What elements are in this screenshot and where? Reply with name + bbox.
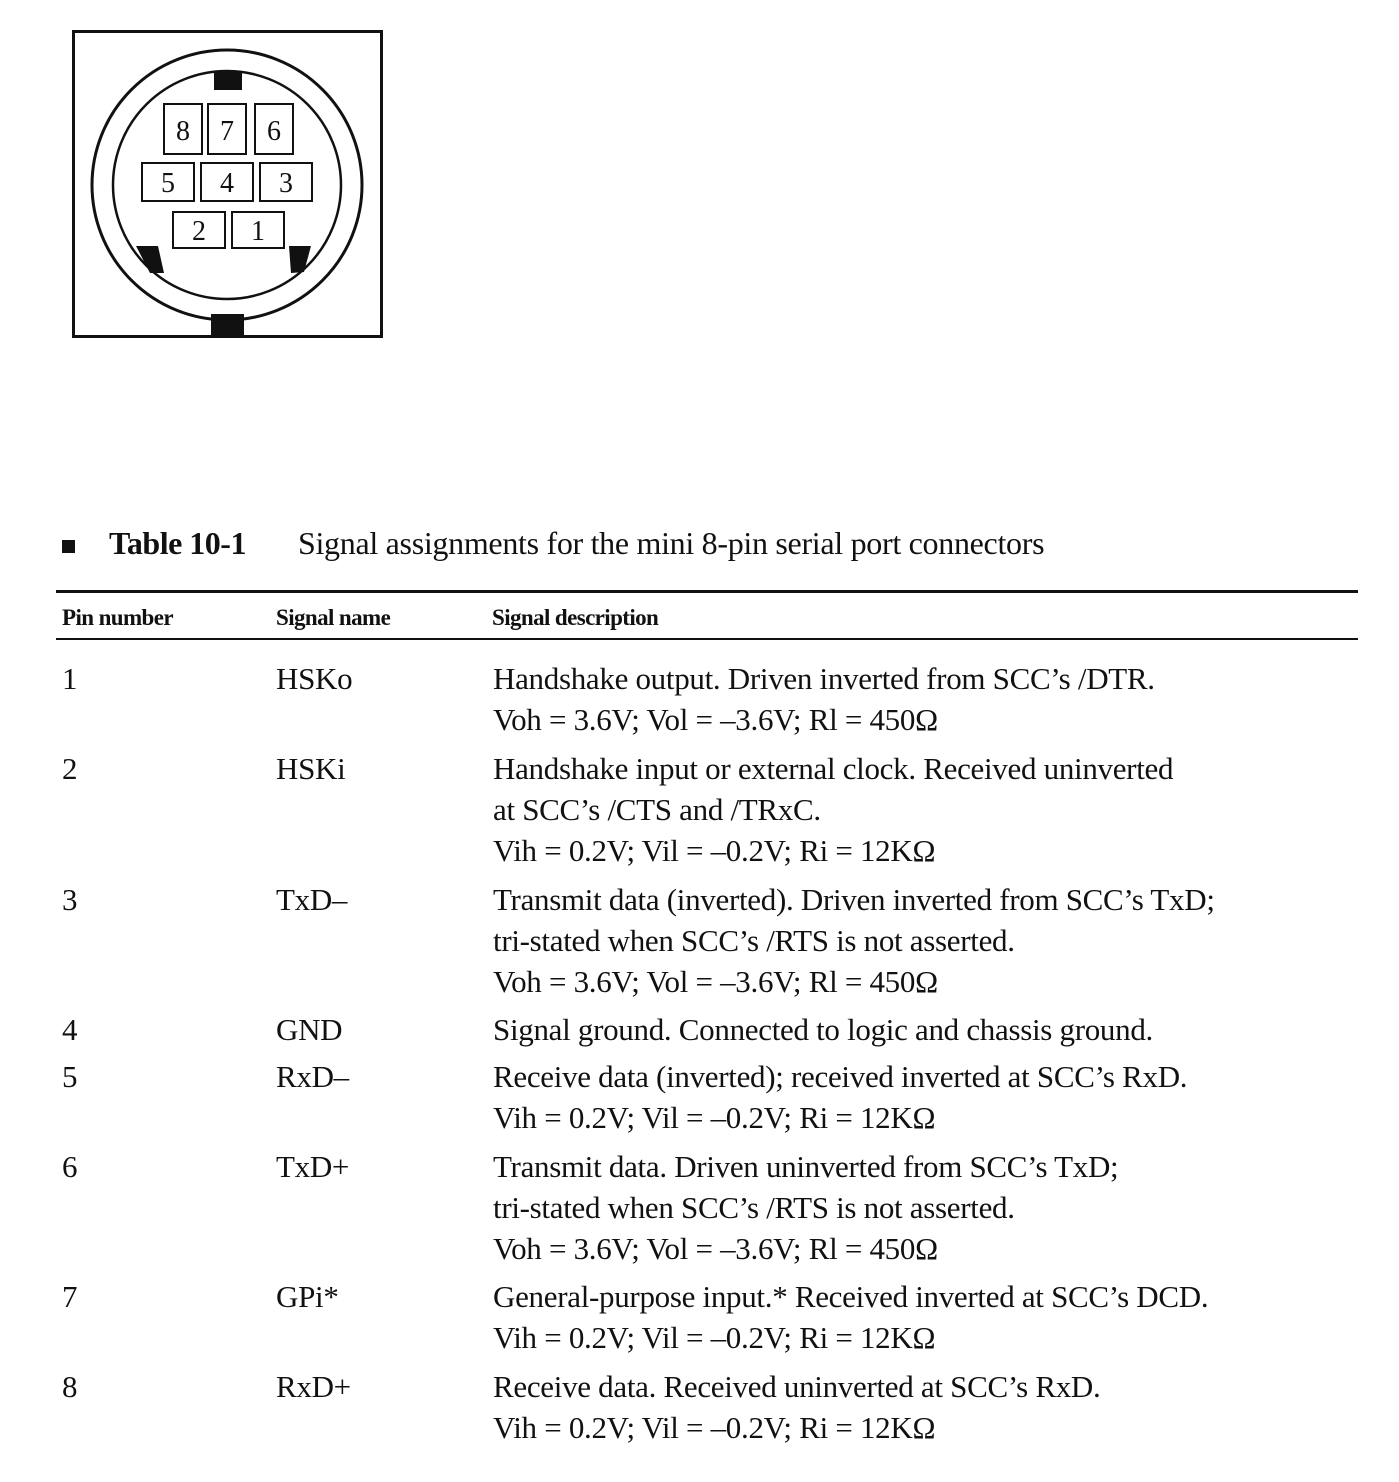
description-line: Handshake output. Driven inverted from SCC’s /DTR.	[493, 661, 1155, 696]
signal-name-cell: GND	[276, 1012, 343, 1047]
description-line: Transmit data (inverted). Driven inverted from SCC’s TxD;	[493, 882, 1215, 917]
pin-number-cell: 2	[62, 751, 78, 786]
description-line: Vih = 0.2V; Vil = –0.2V; Ri = 12KΩ	[493, 833, 936, 868]
table-number: Table 10-1	[109, 524, 246, 561]
signal-description-cell	[493, 1276, 1353, 1358]
description-line: Receive data (inverted); received inverted at SCC’s RxD.	[493, 1059, 1188, 1094]
description-line: tri-stated when SCC’s /RTS is not asserted.	[493, 1190, 1015, 1225]
pin-label-5: 5	[161, 168, 175, 199]
description-line: Transmit data. Driven uninverted from SCC’s TxD;	[493, 1149, 1119, 1184]
signal-name-cell: GPi*	[276, 1279, 339, 1314]
pin-label-7: 7	[220, 116, 234, 147]
pin-label-1: 1	[251, 216, 265, 247]
description-line: Handshake input or external clock. Received uninverted	[493, 751, 1174, 786]
description-line: Vih = 0.2V; Vil = –0.2V; Ri = 12KΩ	[493, 1410, 936, 1445]
signal-description-cell	[493, 1146, 1353, 1269]
pin-number-cell: 8	[62, 1369, 78, 1404]
description-line: Receive data. Received uninverted at SCC’s RxD.	[493, 1369, 1101, 1404]
signal-description-cell	[493, 658, 1353, 740]
description-line: Vih = 0.2V; Vil = –0.2V; Ri = 12KΩ	[493, 1320, 936, 1355]
pin-label-6: 6	[267, 116, 281, 147]
description-line: Signal ground. Connected to logic and chassis ground.	[493, 1012, 1153, 1047]
signal-description-cell	[493, 1366, 1353, 1448]
pin-number-cell: 6	[62, 1149, 78, 1184]
signal-description-cell	[493, 879, 1353, 1002]
pin-number-cell: 1	[62, 661, 78, 696]
signal-name-cell: HSKi	[276, 751, 346, 786]
signal-name-cell: RxD–	[276, 1059, 349, 1094]
pin-number-cell: 3	[62, 882, 78, 917]
header-signal-description: Signal description	[492, 605, 659, 630]
signal-name-cell: TxD+	[276, 1149, 350, 1184]
signal-description-cell	[493, 748, 1353, 871]
pin-number-cell: 4	[62, 1012, 78, 1047]
description-line: Voh = 3.6V; Vol = –3.6V; Rl = 450Ω	[493, 1231, 938, 1266]
description-line: Vih = 0.2V; Vil = –0.2V; Ri = 12KΩ	[493, 1100, 936, 1135]
pin-label-8: 8	[176, 116, 190, 147]
pin-label-4: 4	[220, 168, 234, 199]
description-line: at SCC’s /CTS and /TRxC.	[493, 792, 821, 827]
signal-name-cell: TxD–	[276, 882, 348, 917]
signal-name-cell: RxD+	[276, 1369, 351, 1404]
pin-number-cell: 5	[62, 1059, 78, 1094]
header-signal-name: Signal name	[276, 605, 391, 630]
description-line: General-purpose input.* Received inverted at SCC’s DCD.	[493, 1279, 1209, 1314]
signal-description-cell	[493, 1009, 1353, 1050]
table-title: Signal assignments for the mini 8-pin serial port connectors	[297, 524, 1045, 561]
pin-label-2: 2	[192, 216, 206, 247]
header-pin-number: Pin number	[62, 605, 173, 630]
signal-description-cell	[493, 1056, 1353, 1138]
pin-label-3: 3	[279, 168, 293, 199]
description-line: tri-stated when SCC’s /RTS is not asserted.	[493, 923, 1015, 958]
signal-name-cell: HSKo	[276, 661, 353, 696]
description-line: Voh = 3.6V; Vol = –3.6V; Rl = 450Ω	[493, 964, 938, 999]
pin-number-cell: 7	[62, 1279, 78, 1314]
description-line: Voh = 3.6V; Vol = –3.6V; Rl = 450Ω	[493, 702, 938, 737]
